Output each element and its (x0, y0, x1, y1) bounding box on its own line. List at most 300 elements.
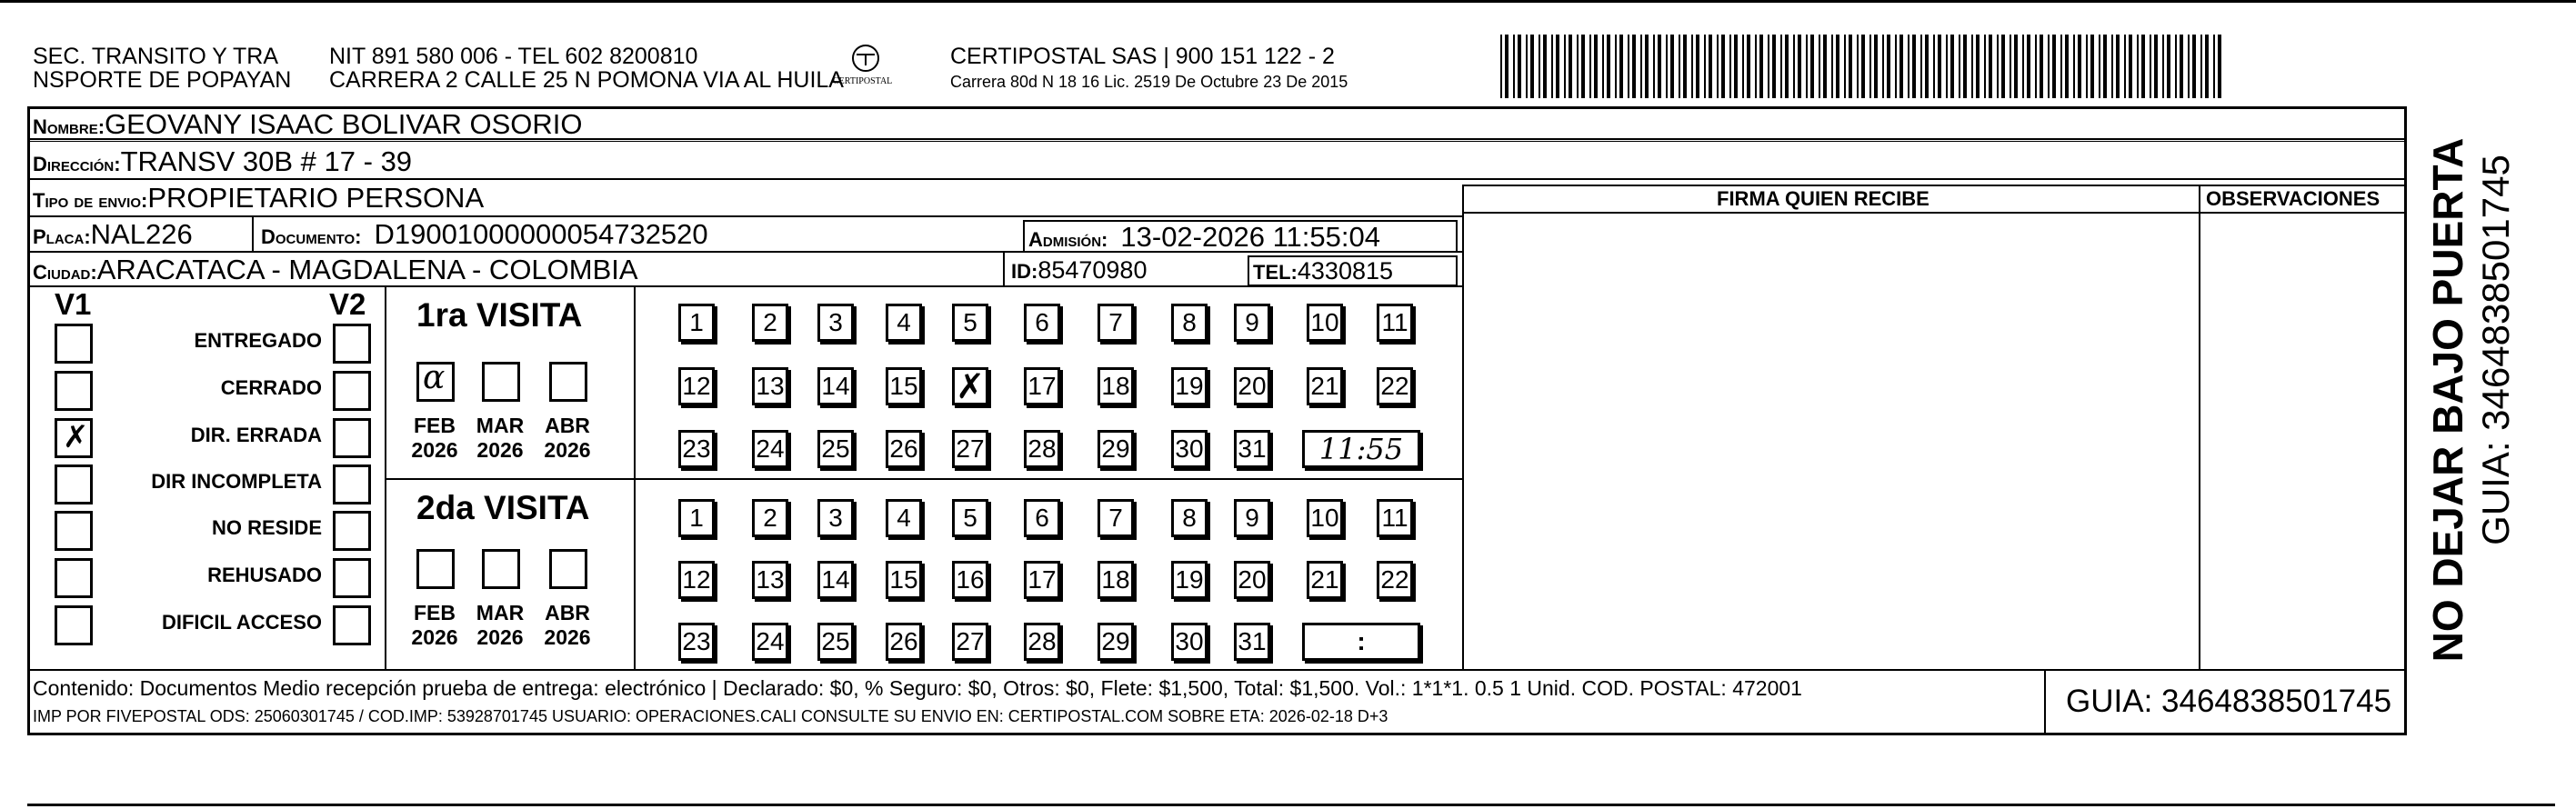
ciudad-field (33, 254, 638, 286)
first-visit-title: 1ra VISITA (416, 296, 583, 334)
barcode-bar (2129, 35, 2132, 98)
day-box[interactable] (952, 367, 988, 405)
day-box[interactable] (886, 430, 922, 468)
day-number: 1 (689, 504, 704, 532)
placa-divider (252, 215, 254, 251)
day-box[interactable] (1234, 367, 1270, 405)
day-number: 20 (1238, 372, 1267, 400)
day-number: 26 (889, 434, 918, 463)
day-box[interactable] (1171, 430, 1208, 468)
day-box[interactable] (1171, 367, 1208, 405)
day-box[interactable] (678, 499, 715, 537)
day-box[interactable] (817, 499, 854, 537)
v1-mark: ✗ (63, 419, 89, 455)
day-number: 4 (897, 504, 911, 532)
barcode-bar (1658, 35, 1661, 98)
barcode-bar (2060, 35, 2062, 98)
day-box[interactable] (752, 304, 788, 342)
day-box[interactable] (752, 430, 788, 468)
barcode-bar (1602, 35, 1604, 98)
footer-line-2: IMP POR FIVEPOSTAL ODS: 25060301745 / COD.IMP: 53928701745 USUARIO: OPERACIONES.CALI CONSULTE SU ENVIO EN: CERTIPOSTAL.COM SOBRE ETA: 2026-02-18 D+3 (33, 707, 1388, 725)
id-divider (1003, 251, 1005, 285)
barcode-bar (1500, 35, 1502, 98)
barcode-bar (1683, 35, 1687, 98)
day-number: 18 (1101, 565, 1130, 594)
id-field (1011, 256, 1147, 285)
barcode-bar (1759, 35, 1763, 98)
barcode-bar (2137, 35, 2139, 98)
day-number: 6 (1035, 308, 1049, 336)
nombre-label: Nombre: (33, 115, 105, 138)
day-box[interactable] (1377, 561, 1413, 599)
day-box[interactable] (752, 499, 788, 537)
barcode-bar (1844, 35, 1846, 98)
barcode-bar (2188, 35, 2190, 98)
barcode-bar (1696, 35, 1699, 98)
v2-checkbox[interactable] (333, 371, 371, 411)
id-label: ID: (1011, 260, 1038, 283)
day-box[interactable] (1377, 499, 1413, 537)
day-box[interactable] (1234, 430, 1270, 468)
logo-text: CERTIPOSTAL (833, 76, 893, 86)
day-box[interactable] (886, 561, 922, 599)
day-number: 7 (1108, 504, 1123, 532)
month-name: MAR (476, 601, 525, 624)
day-box[interactable] (886, 499, 922, 537)
day-number: 12 (682, 372, 711, 400)
day-box[interactable] (817, 367, 854, 405)
day-box[interactable] (1098, 430, 1134, 468)
day-number: 17 (1027, 565, 1057, 594)
day-number: 23 (682, 434, 711, 463)
day-number: 13 (756, 565, 785, 594)
direccion-label: Dirección: (33, 153, 121, 175)
day-number: 18 (1101, 372, 1130, 400)
barcode-bar (1869, 35, 1871, 98)
footer-guia: GUIA: 3464838501745 (2066, 684, 2392, 719)
barcode-bar (1874, 35, 1878, 98)
month-name: FEB (414, 414, 456, 437)
right-top-line (1464, 185, 2407, 186)
barcode-bar (1628, 35, 1629, 98)
barcode-bar (2205, 35, 2209, 98)
barcode-bar (2124, 35, 2126, 98)
day-box[interactable] (678, 561, 715, 599)
v2-checkbox[interactable] (333, 511, 371, 551)
barcode-bar (1963, 35, 1967, 98)
day-number: 8 (1182, 308, 1197, 336)
day-box[interactable] (1024, 623, 1060, 661)
barcode-bar (1768, 35, 1769, 98)
day-number: 15 (889, 372, 918, 400)
v2-checkbox[interactable] (333, 418, 371, 458)
day-box[interactable] (952, 561, 988, 599)
barcode-bar (2090, 35, 2094, 98)
barcode-bar (2001, 35, 2005, 98)
day-box[interactable] (1171, 499, 1208, 537)
barcode-bar (1920, 35, 1922, 98)
day-number: 9 (1245, 308, 1259, 336)
nit-line: NIT 891 580 006 - TEL 602 8200810 (329, 44, 698, 69)
barcode-bar (1594, 35, 1598, 98)
barcode-bar (1908, 35, 1909, 98)
barcode-bar (1747, 35, 1750, 98)
day-box[interactable] (1024, 430, 1060, 468)
day-box[interactable] (952, 623, 988, 661)
tipo-value: PROPIETARIO PERSONA (147, 182, 485, 214)
day-mark: ✗ (956, 366, 985, 406)
observaciones-divider (2199, 185, 2200, 669)
day-box[interactable] (1171, 623, 1208, 661)
barcode-bar (2010, 35, 2011, 98)
day-box[interactable] (1024, 561, 1060, 599)
barcode-bar (2103, 35, 2107, 98)
day-number: 2 (763, 308, 777, 336)
month-checkbox[interactable] (482, 549, 520, 589)
barcode-bar (2086, 35, 2088, 98)
day-box[interactable] (952, 430, 988, 468)
day-number: 22 (1380, 372, 1409, 400)
day-number: 17 (1027, 372, 1057, 400)
month-year: 2026 (476, 625, 524, 649)
barcode-bar (1704, 35, 1706, 98)
right-header-line (1464, 212, 2407, 214)
barcode-bar (1505, 35, 1509, 98)
barcode-bar (2111, 35, 2113, 98)
barcode-bar (2065, 35, 2069, 98)
day-box[interactable] (1377, 304, 1413, 342)
barcode-bar (2218, 35, 2221, 98)
day-number: 27 (956, 434, 985, 463)
barcode-bar (1925, 35, 1929, 98)
day-box[interactable] (886, 304, 922, 342)
barcode-bar (2213, 35, 2215, 98)
barcode-bar (2175, 35, 2177, 98)
barcode-bar (2048, 35, 2050, 98)
v2-checkbox[interactable] (333, 605, 371, 645)
barcode-bar (1721, 35, 1725, 98)
sender-line-1: SEC. TRANSITO Y TRA (33, 44, 278, 69)
day-number: 30 (1175, 434, 1204, 463)
v1-checkbox[interactable] (55, 558, 93, 598)
day-number: 21 (1310, 565, 1339, 594)
side-guia-vertical: GUIA: 3464838501745 (2474, 155, 2517, 545)
month-checkbox[interactable] (416, 359, 455, 402)
time-box[interactable] (1302, 623, 1420, 661)
barcode-bar (1551, 35, 1553, 98)
day-number: 14 (821, 372, 850, 400)
barcode-bar (2192, 35, 2196, 98)
documento-label: Documento: (261, 225, 362, 248)
admision-value: 13-02-2026 11:55:04 (1120, 221, 1380, 253)
month-label (536, 414, 599, 463)
day-box[interactable] (752, 623, 788, 661)
barcode-bar (1666, 35, 1668, 98)
day-box[interactable] (1234, 304, 1270, 342)
month-checkbox[interactable] (549, 362, 587, 402)
day-number: 15 (889, 565, 918, 594)
ciudad-label: Ciudad: (33, 261, 97, 284)
barcode-bar (1849, 35, 1852, 98)
day-box[interactable] (952, 499, 988, 537)
day-box[interactable] (678, 430, 715, 468)
day-number: 8 (1182, 504, 1197, 532)
day-box[interactable] (1098, 499, 1134, 537)
barcode-bar (1836, 35, 1839, 98)
month-label (403, 601, 466, 650)
admision-field (1028, 221, 1380, 254)
day-box[interactable] (886, 367, 922, 405)
day-number: 19 (1175, 372, 1204, 400)
barcode-bar (1823, 35, 1827, 98)
barcode-bar (1997, 35, 1999, 98)
day-box[interactable] (678, 304, 715, 342)
month-checkbox[interactable] (482, 362, 520, 402)
time-box[interactable] (1302, 430, 1420, 468)
row-line-3 (27, 178, 2407, 180)
documento-value: D19001000000054732520 (374, 218, 708, 250)
barcode-bar (1734, 35, 1738, 98)
barcode-bar (1640, 35, 1642, 98)
day-box[interactable] (1234, 623, 1270, 661)
barcode-bar (1971, 35, 1973, 98)
status-label: DIFICIL ACCESO (161, 611, 322, 634)
day-number: 14 (821, 565, 850, 594)
day-box[interactable] (678, 367, 715, 405)
day-number: 20 (1238, 565, 1267, 594)
day-number: 30 (1175, 627, 1204, 655)
day-box[interactable] (1098, 304, 1134, 342)
barcode-bar (1742, 35, 1744, 98)
second-visit-title: 2da VISITA (416, 489, 590, 526)
barcode-bar (1513, 35, 1515, 98)
v1-checkbox[interactable] (55, 371, 93, 411)
barcode-bar (1679, 35, 1680, 98)
day-box[interactable] (1098, 367, 1134, 405)
barcode-bar (2040, 35, 2043, 98)
barcode-bar (2078, 35, 2081, 98)
v2-checkbox[interactable] (333, 324, 371, 364)
day-number: 16 (956, 565, 985, 594)
day-box[interactable] (817, 430, 854, 468)
day-number: 23 (682, 627, 711, 655)
day-box[interactable] (1234, 561, 1270, 599)
v1-checkbox[interactable] (55, 324, 93, 364)
barcode-bar (1709, 35, 1712, 98)
day-number: 7 (1108, 308, 1123, 336)
admision-label: Admisión: (1028, 228, 1108, 251)
day-box[interactable] (1307, 367, 1343, 405)
day-box[interactable] (1234, 499, 1270, 537)
documento-field (261, 218, 708, 251)
day-number: 6 (1035, 504, 1049, 532)
barcode-bar (1691, 35, 1693, 98)
tel-value: 4330815 (1297, 257, 1394, 285)
day-box[interactable] (817, 304, 854, 342)
status-label: DIR INCOMPLETA (151, 470, 322, 493)
barcode-bar (2180, 35, 2183, 98)
barcode-bar (1615, 35, 1617, 98)
barcode-bar (1938, 35, 1941, 98)
barcode-bar (1899, 35, 1903, 98)
month-label (468, 414, 532, 463)
barcode-bar (1819, 35, 1820, 98)
day-number: 28 (1027, 627, 1057, 655)
barcode-bar (2167, 35, 2170, 98)
day-box[interactable] (752, 367, 788, 405)
placa-label: Placa: (33, 225, 91, 248)
v2-checkbox[interactable] (333, 464, 371, 504)
barcode-bar (1619, 35, 1623, 98)
month-name: FEB (414, 601, 456, 624)
tipo-field (33, 182, 484, 215)
month-label (403, 414, 466, 463)
barcode-bar (1946, 35, 1948, 98)
day-number: 24 (756, 627, 785, 655)
footer-line (27, 669, 2407, 671)
barcode-bar (1645, 35, 1649, 98)
day-box[interactable] (1024, 367, 1060, 405)
no-dejar-vertical: NO DEJAR BAJO PUERTA (2424, 137, 2471, 663)
month-name: MAR (476, 414, 525, 437)
day-number: 26 (889, 627, 918, 655)
day-number: 1 (689, 308, 704, 336)
page-bottom-border (27, 804, 2555, 806)
barcode-bar (1810, 35, 1814, 98)
day-box[interactable] (1171, 304, 1208, 342)
barcode-bar (1806, 35, 1808, 98)
day-box[interactable] (817, 623, 854, 661)
month-year: 2026 (411, 625, 458, 649)
barcode-bar (2022, 35, 2024, 98)
barcode-bar (2027, 35, 2030, 98)
visit-midline (385, 478, 1464, 480)
barcode-bar (1530, 35, 1534, 98)
tel-label: TEL: (1253, 261, 1298, 284)
month-year: 2026 (544, 625, 591, 649)
barcode-bar (1950, 35, 1954, 98)
barcode-bar (1912, 35, 1916, 98)
address-line: CARRERA 2 CALLE 25 N POMONA VIA AL HUILA (329, 67, 844, 93)
certipostal-logo-icon (829, 42, 902, 98)
nombre-value: GEOVANY ISAAC BOLIVAR OSORIO (105, 108, 583, 140)
placa-value: NAL226 (90, 218, 193, 250)
sender-line-2: NSPORTE DE POPAYAN (33, 67, 292, 93)
v1-checkbox[interactable] (55, 418, 93, 458)
day-number: 22 (1380, 565, 1409, 594)
day-box[interactable] (886, 623, 922, 661)
v2-checkbox[interactable] (333, 558, 371, 598)
month-label (536, 601, 599, 650)
barcode-bar (1632, 35, 1636, 98)
firma-divider (1462, 185, 1464, 669)
day-box[interactable] (817, 561, 854, 599)
time-value: : (1357, 627, 1366, 655)
day-box[interactable] (752, 561, 788, 599)
day-number: 24 (756, 434, 785, 463)
barcode-bar (1526, 35, 1528, 98)
license-line: Carrera 80d N 18 16 Lic. 2519 De Octubre 23 De 2015 (950, 73, 1348, 91)
day-number: 25 (821, 434, 850, 463)
barcode-bar (1772, 35, 1776, 98)
status-divider (385, 285, 386, 669)
barcode-bar (1857, 35, 1859, 98)
certipostal-logo (829, 42, 902, 98)
barcode-bar (1577, 35, 1579, 98)
day-box[interactable] (1098, 561, 1134, 599)
day-box[interactable] (1098, 623, 1134, 661)
time-value: 11:55 (1318, 432, 1404, 466)
day-number: 13 (756, 372, 785, 400)
barcode-bar (2035, 35, 2037, 98)
day-box[interactable] (1171, 561, 1208, 599)
day-box[interactable] (952, 304, 988, 342)
month-label (468, 601, 532, 650)
day-number: 3 (828, 308, 843, 336)
day-box[interactable] (1307, 499, 1343, 537)
barcode-bar (1589, 35, 1591, 98)
day-number: 25 (821, 627, 850, 655)
barcode-bar (1539, 35, 1540, 98)
day-box[interactable] (1024, 304, 1060, 342)
v1-checkbox[interactable] (55, 464, 93, 504)
day-number: 12 (682, 565, 711, 594)
v1-checkbox[interactable] (55, 605, 93, 645)
barcode (1500, 35, 2228, 98)
month-checkbox[interactable] (416, 549, 455, 589)
day-box[interactable] (1377, 367, 1413, 405)
barcode-bar (1564, 35, 1566, 98)
footer-line-1: Contenido: Documentos Medio recepción prueba de entrega: electrónico | Declarado: $0, % Seguro: $0, Otros: $0, Flete: $1,500, Total: $1,500. Vol.: 1*1*1. 0.5 1 Unid. COD. POSTAL: 472001 (33, 676, 1802, 700)
carrier-line: CERTIPOSTAL SAS | 900 151 122 - 2 (950, 44, 1335, 69)
day-number: 27 (956, 627, 985, 655)
barcode-bar (1543, 35, 1547, 98)
tipo-label: Tipo de envio: (33, 189, 148, 212)
barcode-bar (2073, 35, 2075, 98)
month-checkbox[interactable] (549, 549, 587, 589)
barcode-bar (1729, 35, 1731, 98)
barcode-bar (1895, 35, 1897, 98)
row-line-4 (27, 215, 1464, 217)
barcode-bar (1717, 35, 1719, 98)
v1-checkbox[interactable] (55, 511, 93, 551)
barcode-bar (1933, 35, 1935, 98)
barcode-bar (2052, 35, 2056, 98)
barcode-bar (1793, 35, 1795, 98)
barcode-bar (1556, 35, 1559, 98)
day-number: 4 (897, 308, 911, 336)
status-label: ENTREGADO (194, 329, 322, 352)
ciudad-value: ARACATACA - MAGDALENA - COLOMBIA (96, 254, 638, 285)
barcode-bar (2154, 35, 2158, 98)
firma-header: FIRMA QUIEN RECIBE (1717, 187, 1929, 210)
placa-field (33, 218, 193, 251)
month-year: 2026 (544, 438, 591, 462)
day-box[interactable] (1307, 304, 1343, 342)
day-box[interactable] (678, 623, 715, 661)
barcode-bar (2200, 35, 2202, 98)
status-label: CERRADO (220, 376, 322, 399)
day-box[interactable] (1024, 499, 1060, 537)
day-box[interactable] (1307, 561, 1343, 599)
day-number: 11 (1381, 504, 1408, 532)
barcode-bar (1581, 35, 1585, 98)
day-number: 5 (963, 504, 977, 532)
day-number: 21 (1310, 372, 1339, 400)
v1-label: V1 (55, 287, 92, 321)
day-number: 9 (1245, 504, 1259, 532)
barcode-bar (1861, 35, 1865, 98)
